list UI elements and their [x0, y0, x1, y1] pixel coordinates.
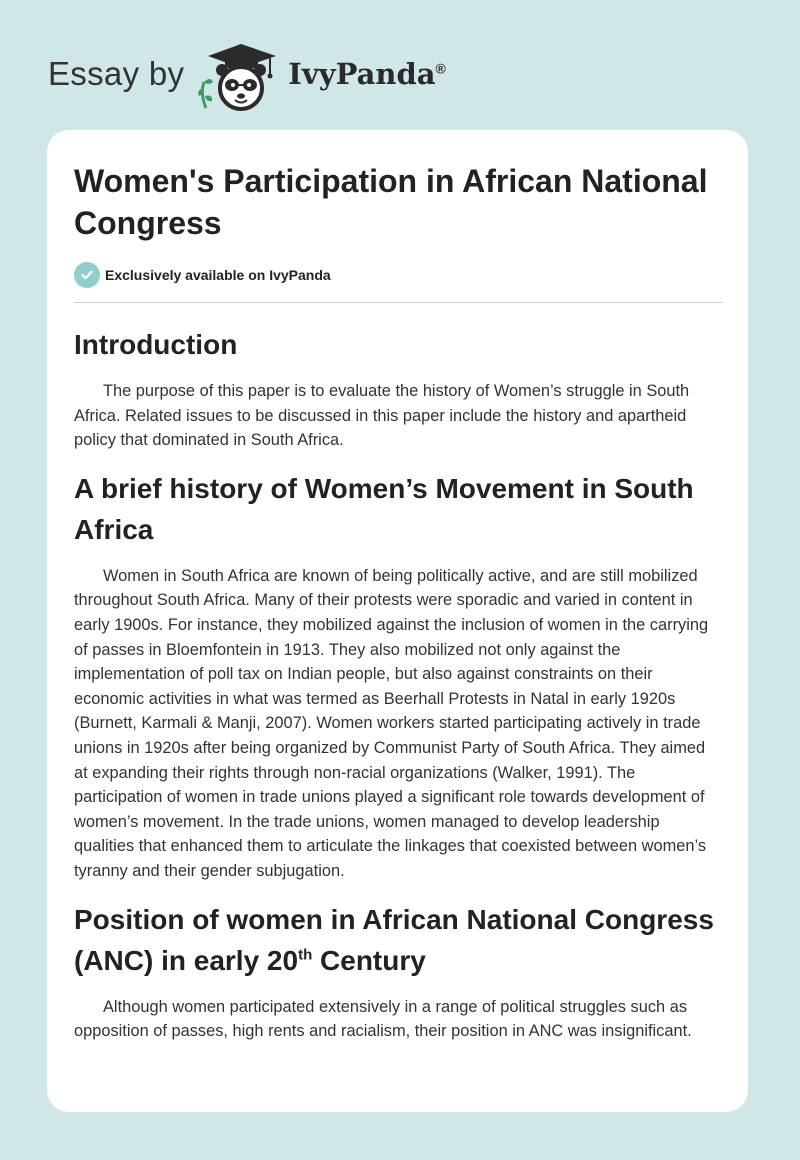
- essay-title: Women's Participation in African National Congress: [74, 163, 708, 241]
- section-paragraph-position-of-women: Although women participated extensively in a range of political struggles such as opposition of passes, high rents and racialism, their position in ANC was insignificant.: [74, 997, 692, 1041]
- panda-graduation-cap-icon: [198, 36, 282, 112]
- registered-mark: ®: [435, 60, 446, 77]
- essay-by-label: Essay by: [48, 55, 185, 92]
- essay-content: [74, 160, 723, 1044]
- section-paragraph-introduction: The purpose of this paper is to evaluate the history of Women’s struggle in South Africa. Related issues to be discussed in this paper include the history and apartheid policy that dominated in South Africa.: [74, 382, 690, 450]
- title-divider: [74, 302, 723, 303]
- essay-card: [47, 130, 748, 1112]
- section-heading-introduction: Introduction: [74, 329, 238, 360]
- brand-header: [48, 36, 446, 112]
- brand-name[interactable]: IvyPanda®: [288, 57, 446, 91]
- section-heading-position-of-women: Position of women in African National Congress (ANC) in early 20th Century: [74, 903, 714, 976]
- check-icon: [74, 262, 100, 288]
- superscript-th: th: [298, 946, 313, 964]
- exclusive-badge: [74, 262, 723, 288]
- section-heading-brief-history: A brief history of Women’s Movement in South Africa: [74, 472, 694, 545]
- section-paragraph-brief-history: Women in South Africa are known of being politically active, and are still mobilized throughout South Africa. Many of their protests were sporadic and varied in content in early 1900s. For instance, they mobilized against the inclusion of women in the carrying of passes in Bloemfontein in 1913. They also mobilized not only against the implementation of poll tax on Indian people, but also against constraints on their economic activities in what was termed as Beerhall Protests in Natal in early 1920s (Burnett, Karmali & Manji, 2007). Women workers started participating actively in trade unions in 1920s after being organized by Communist Party of South Africa. They aimed at expanding their rights through non-racial organizations (Walker, 1991). The participation of women in trade unions played a significant role towards development of women’s movement. In the trade unions, women managed to develop leadership qualities that enhanced them to articulate the linkages that coexisted between women’s tyranny and their gender subjugation.: [74, 566, 709, 880]
- badge-text: Exclusively available on IvyPanda: [105, 267, 331, 283]
